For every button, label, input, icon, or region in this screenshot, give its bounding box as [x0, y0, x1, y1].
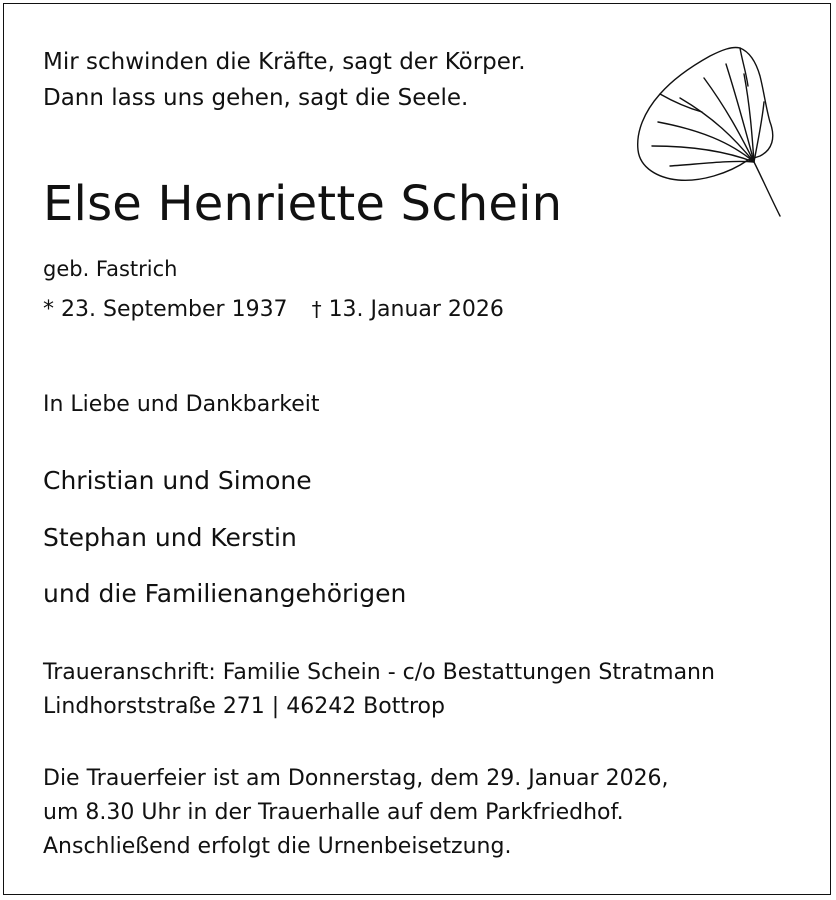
birth-name: geb. Fastrich [43, 257, 178, 281]
service-line-1: Die Trauerfeier ist am Donnerstag, dem 29. Januar 2026, [43, 766, 669, 791]
life-dates [43, 293, 504, 326]
ginkgo-leaf-icon [630, 42, 790, 222]
cross-icon: † [311, 297, 322, 321]
service-line-2: um 8.30 Uhr in der Trauerhalle auf dem Parkfriedhof. [43, 800, 624, 825]
address-line-2: Lindhorststraße 271 | 46242 Bottrop [43, 694, 445, 719]
thanks-line: In Liebe und Dankbarkeit [43, 392, 320, 417]
mourner-2: Stephan und Kerstin [43, 523, 297, 552]
death-date: 13. Januar 2026 [328, 297, 504, 322]
mourner-1: Christian und Simone [43, 466, 312, 495]
obituary-notice [3, 3, 831, 895]
service-details [43, 762, 669, 864]
motto-line-1: Mir schwinden die Kräfte, sagt der Körper. [43, 49, 526, 75]
birth-date: * 23. September 1937 [43, 297, 288, 322]
service-line-3: Anschließend erfolgt die Urnenbeisetzung. [43, 834, 512, 859]
motto-line-2: Dann lass uns gehen, sagt die Seele. [43, 85, 469, 111]
deceased-name: Else Henriette Schein [43, 176, 563, 232]
mourner-3: und die Familienangehörigen [43, 579, 407, 608]
mourning-address [43, 656, 715, 724]
address-line-1: Traueranschrift: Familie Schein - c/o Bestattungen Stratmann [43, 660, 715, 685]
motto-quote [43, 44, 526, 116]
